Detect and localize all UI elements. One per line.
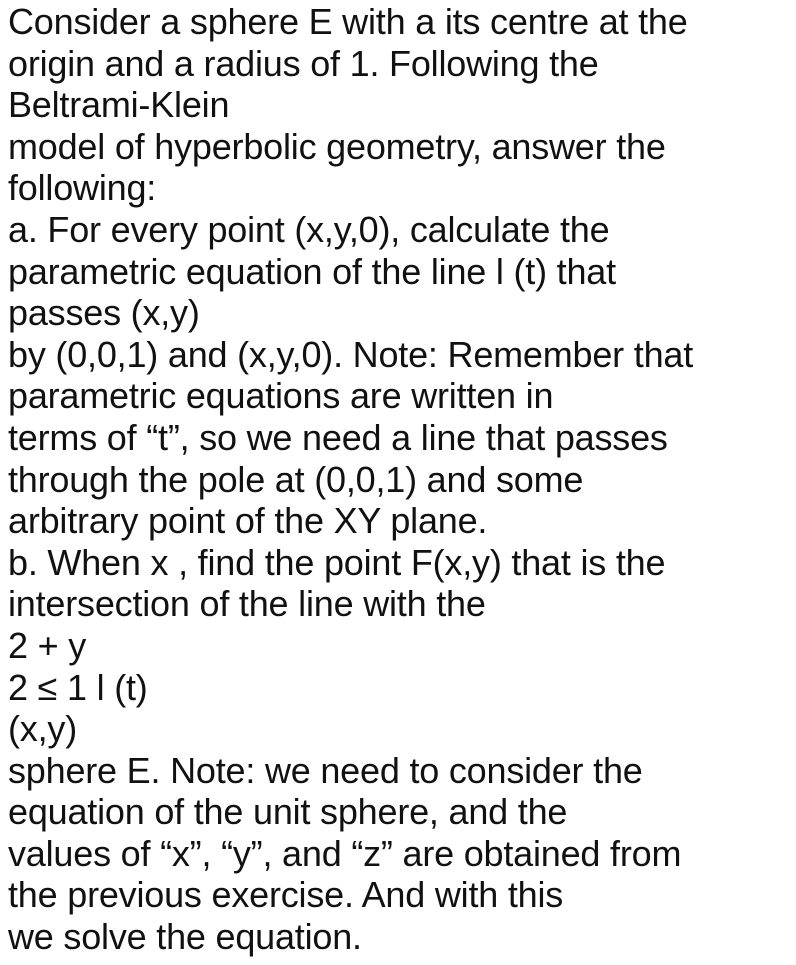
text-line: Consider a sphere E with a its centre at the xyxy=(8,1,688,42)
text-line: through the pole at (0,0,1) and some xyxy=(8,458,584,500)
text-line: values of “x”, “y”, and “z” are obtained from xyxy=(8,832,682,874)
text-line: model of hyperbolic geometry, answer the xyxy=(8,125,666,167)
text-line: we solve the equation. xyxy=(8,916,362,958)
text-line: origin and a radius of 1. Following the xyxy=(8,42,599,84)
text-line: following: xyxy=(8,167,157,209)
text-line: parametric equation of the line l (t) that xyxy=(8,250,616,292)
text-line: 2 + y xyxy=(8,624,87,666)
text-line: terms of “t”, so we need a line that passes xyxy=(8,416,668,458)
text-line: parametric equations are written in xyxy=(8,375,554,417)
text-line: a. For every point (x,y,0), calculate the xyxy=(8,208,610,250)
text-line: passes (x,y) xyxy=(8,292,200,334)
text-line: equation of the unit sphere, and the xyxy=(8,791,568,833)
text-line: sphere E. Note: we need to consider the xyxy=(8,749,643,791)
text-line: 2 ≤ 1 l (t) xyxy=(8,666,148,708)
text-line: the previous exercise. And with this xyxy=(8,874,564,916)
text-line: arbitrary point of the XY plane. xyxy=(8,500,488,542)
text-line: Beltrami-Klein xyxy=(8,84,230,126)
text-line: b. When x , find the point F(x,y) that is the xyxy=(8,541,666,583)
text-line: by (0,0,1) and (x,y,0). Note: Remember that xyxy=(8,333,694,375)
text-line: (x,y) xyxy=(8,708,77,750)
text-line: intersection of the line with the xyxy=(8,583,486,625)
problem-text xyxy=(8,1,794,958)
